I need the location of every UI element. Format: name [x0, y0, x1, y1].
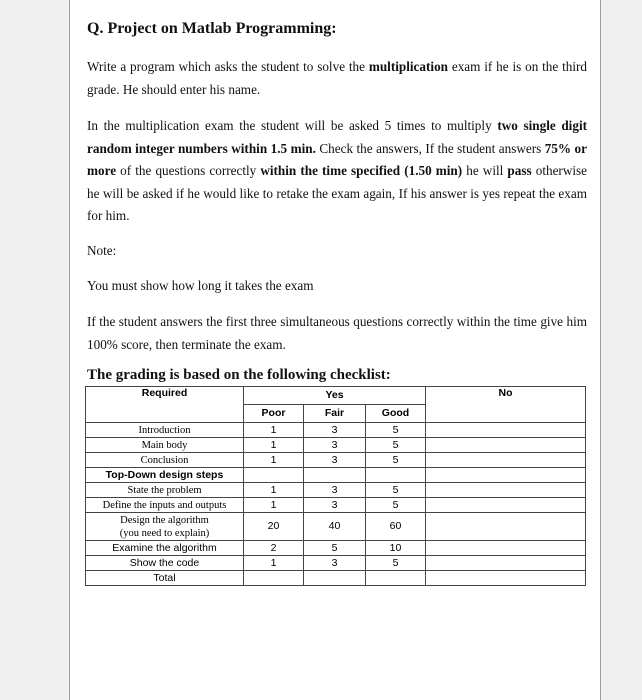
bold-run: pass [507, 163, 532, 178]
row-label: State the problem [86, 483, 244, 498]
cell-no [426, 571, 586, 586]
cell-no [426, 556, 586, 571]
row-label: Define the inputs and outputs [86, 498, 244, 513]
row-label: Show the code [86, 556, 244, 571]
cell-no [426, 453, 586, 468]
note-text: You must show how long it takes the exam [87, 278, 314, 293]
cell-poor: 1 [244, 423, 304, 438]
page-title: Q. Project on Matlab Programming: [87, 20, 337, 37]
row-label-line: (you need to explain) [119, 527, 210, 539]
table-row [86, 453, 586, 468]
cell-fair: 3 [304, 498, 366, 513]
grading-heading: The grading is based on the following checklist: [87, 367, 391, 383]
cell-fair: 3 [304, 483, 366, 498]
table-row [86, 423, 586, 438]
cell-fair: 40 [304, 513, 366, 541]
row-label: Introduction [86, 423, 244, 438]
cell-good: 60 [366, 513, 426, 541]
header-fair: Fair [304, 405, 366, 423]
text-run: he will [462, 163, 508, 178]
header-poor: Poor [244, 405, 304, 423]
paragraph-intro [87, 56, 587, 101]
cell-good: 5 [366, 438, 426, 453]
table-row [86, 541, 586, 556]
cell-poor: 1 [244, 438, 304, 453]
header-required: Required [86, 387, 244, 423]
cell-poor: 20 [244, 513, 304, 541]
cell-fair [304, 468, 366, 483]
cell-no [426, 468, 586, 483]
table-row [86, 513, 586, 541]
row-label-line: Design the algorithm [120, 514, 209, 526]
cell-poor [244, 571, 304, 586]
row-label: Examine the algorithm [86, 541, 244, 556]
paragraph-full-score: If the student answers the first three simultaneous questions correctly within the time give him 100% score, then terminate the exam. [87, 314, 587, 352]
cell-good: 5 [366, 423, 426, 438]
cell-fair: 3 [304, 438, 366, 453]
table-row [86, 556, 586, 571]
cell-poor: 2 [244, 541, 304, 556]
row-label: Top-Down design steps [86, 468, 244, 483]
cell-poor [244, 468, 304, 483]
note-label: Note: [87, 243, 117, 258]
cell-good: 5 [366, 498, 426, 513]
bold-run: within the time specified (1.50 min) [260, 163, 463, 178]
grading-table [85, 386, 586, 586]
table-row [86, 498, 586, 513]
text-run: In the multiplication exam the student will be asked 5 times to multiply [87, 118, 498, 133]
bold-run: multiplication [368, 59, 448, 74]
cell-no [426, 513, 586, 541]
cell-no [426, 423, 586, 438]
header-good: Good [366, 405, 426, 423]
table-row [86, 438, 586, 453]
cell-poor: 1 [244, 556, 304, 571]
bold-run: two single digit random integer numbers within 1.5 min. [87, 118, 587, 156]
paragraph-exam-rules [87, 115, 587, 228]
cell-no [426, 498, 586, 513]
cell-good: 5 [366, 483, 426, 498]
table-row [86, 571, 586, 586]
cell-good: 10 [366, 541, 426, 556]
cell-no [426, 438, 586, 453]
cell-fair: 3 [304, 453, 366, 468]
text-run: Check the answers, If the student answers [315, 140, 545, 156]
cell-poor: 1 [244, 453, 304, 468]
table-row [86, 483, 586, 498]
row-label: Main body [86, 438, 244, 453]
table-header-row [86, 387, 586, 405]
text-run: exam if he is on the third grade. He should enter his name. [87, 59, 587, 97]
text-run: of the questions correctly [116, 163, 261, 178]
cell-good [366, 571, 426, 586]
cell-good [366, 468, 426, 483]
bold-run: 75% or more [87, 140, 587, 178]
cell-good: 5 [366, 453, 426, 468]
text-run: otherwise he will be asked if he would like to retake the exam again, If his answer is yes repeat the exam for him. [87, 163, 587, 223]
cell-no [426, 483, 586, 498]
row-label: Conclusion [86, 453, 244, 468]
text-run: Write a program which asks the student to solve the [87, 59, 369, 74]
row-label [86, 513, 244, 541]
cell-poor: 1 [244, 498, 304, 513]
header-yes: Yes [244, 387, 426, 405]
cell-no [426, 541, 586, 556]
cell-fair [304, 571, 366, 586]
header-no: No [426, 387, 586, 423]
cell-fair: 3 [304, 556, 366, 571]
cell-fair: 5 [304, 541, 366, 556]
cell-good: 5 [366, 556, 426, 571]
cell-fair: 3 [304, 423, 366, 438]
table-row [86, 468, 586, 483]
row-label: Total [86, 571, 244, 586]
cell-poor: 1 [244, 483, 304, 498]
